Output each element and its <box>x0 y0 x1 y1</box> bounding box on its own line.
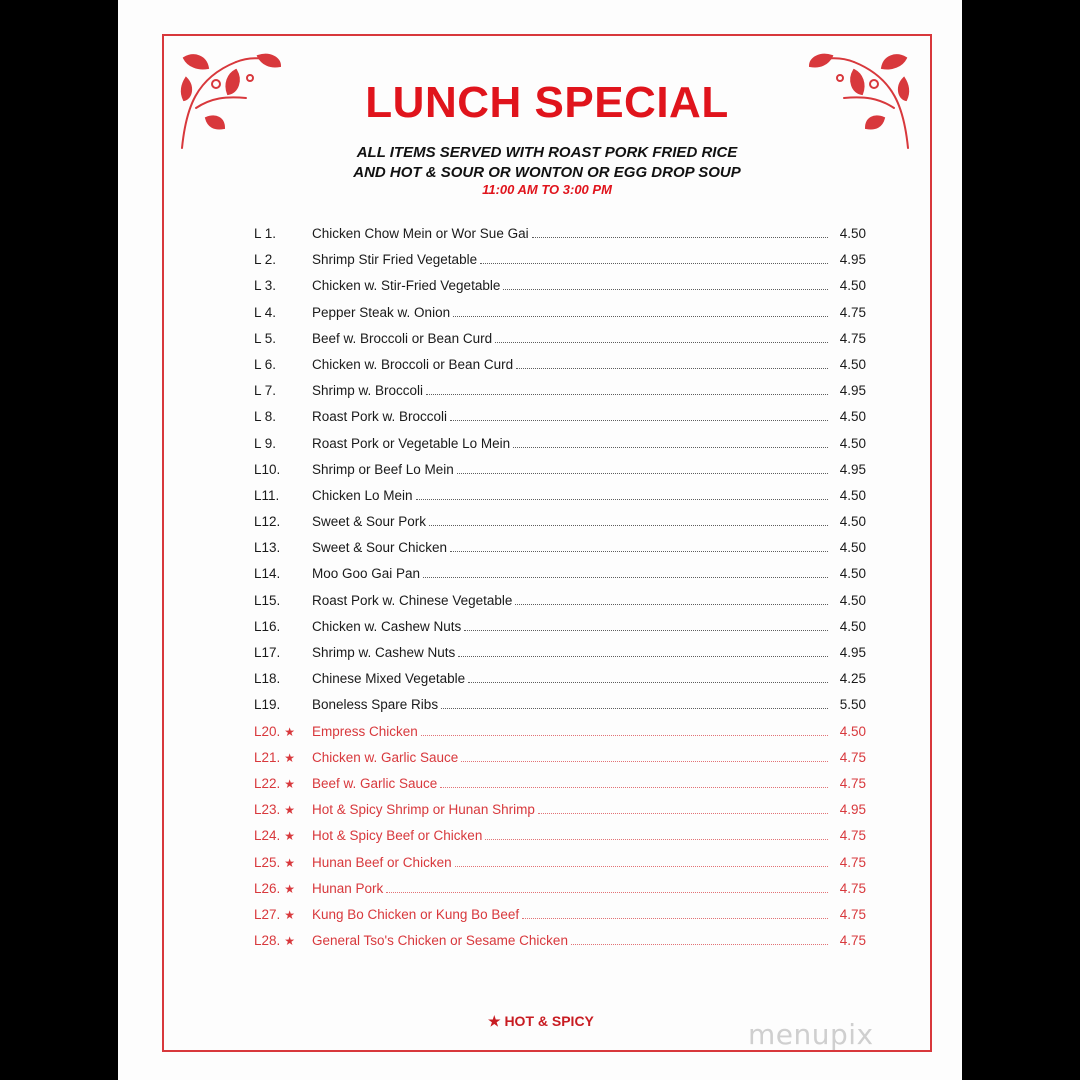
spicy-star-icon: ★ <box>284 855 296 870</box>
item-name: Chinese Mixed Vegetable <box>312 671 466 687</box>
dot-leader <box>440 787 828 788</box>
item-name: Chicken w. Stir-Fried Vegetable <box>312 278 501 294</box>
subtitle-line-1: ALL ITEMS SERVED WITH ROAST PORK FRIED RICE <box>356 144 738 161</box>
item-price: 4.75 <box>839 330 866 346</box>
spicy-star-icon: ★ <box>284 907 296 922</box>
item-name: Shrimp w. Cashew Nuts <box>312 645 456 660</box>
menu-item-row <box>254 409 866 435</box>
item-name: General Tso's Chicken or Sesame Chicken <box>312 933 568 949</box>
item-price: 4.25 <box>839 671 866 687</box>
item-name: Roast Pork or Vegetable Lo Mein <box>312 435 511 451</box>
item-code-text: L24. <box>254 828 281 844</box>
item-price: 4.95 <box>839 645 866 660</box>
item-code <box>254 828 312 843</box>
dot-leader <box>515 604 828 605</box>
spicy-star-icon: ★ <box>284 750 296 765</box>
dot-leader <box>571 944 828 945</box>
menu-item-row <box>254 357 866 383</box>
item-code-text: L27. <box>254 906 281 922</box>
menu-item-row <box>254 462 866 488</box>
serving-hours: 11:00 AM TO 3:00 PM <box>482 182 612 197</box>
item-code <box>254 724 312 739</box>
item-code-text: L 1. <box>254 226 277 241</box>
item-price: 4.95 <box>839 383 866 399</box>
item-price: 4.50 <box>839 540 866 556</box>
item-code-text: L19. <box>254 697 281 713</box>
item-name: Hot & Spicy Beef or Chicken <box>312 828 483 844</box>
item-name: Empress Chicken <box>312 723 418 739</box>
item-code-text: L22. <box>254 775 281 791</box>
menu-item-row <box>254 750 866 776</box>
item-name: Chicken w. Garlic Sauce <box>312 749 459 765</box>
menu-item-row <box>254 619 866 645</box>
item-code-text: L17. <box>254 645 281 660</box>
item-code <box>254 619 312 634</box>
item-code <box>254 697 312 712</box>
item-name: Kung Bo Chicken or Kung Bo Beef <box>312 906 520 922</box>
item-price: 4.50 <box>839 566 866 582</box>
watermark-logo: menupix <box>748 1018 874 1051</box>
item-code <box>254 776 312 791</box>
item-code <box>254 278 312 293</box>
item-price: 4.50 <box>839 592 866 608</box>
item-code-text: L11. <box>254 487 280 503</box>
item-code <box>254 305 312 320</box>
item-code-text: L23. <box>254 802 281 818</box>
item-price: 4.75 <box>839 906 866 922</box>
item-code <box>254 462 312 477</box>
dot-leader <box>468 682 828 683</box>
dot-leader <box>461 761 828 762</box>
item-code <box>254 645 312 660</box>
item-code-text: L 8. <box>254 409 277 425</box>
dot-leader <box>464 630 828 631</box>
item-name: Pepper Steak w. Onion <box>312 304 451 320</box>
item-code <box>254 252 312 267</box>
item-name: Chicken Chow Mein or Wor Sue Gai <box>312 226 529 241</box>
item-price: 4.75 <box>839 854 866 870</box>
menu-title: LUNCH SPECIAL <box>365 78 729 127</box>
item-code-text: L 6. <box>254 356 277 372</box>
item-code <box>254 855 312 870</box>
dot-leader <box>532 237 828 238</box>
item-code-text: L16. <box>254 618 281 634</box>
item-price: 5.50 <box>839 697 866 713</box>
menu-item-row <box>254 855 866 881</box>
spicy-star-icon: ★ <box>284 881 296 896</box>
item-code <box>254 331 312 346</box>
item-name: Roast Pork w. Broccoli <box>312 409 448 425</box>
item-code <box>254 907 312 922</box>
dot-leader <box>480 263 828 264</box>
item-price: 4.75 <box>839 880 866 896</box>
menu-item-row <box>254 226 866 252</box>
dot-leader <box>453 316 828 317</box>
menu-item-row <box>254 436 866 462</box>
spicy-star-icon: ★ <box>284 803 296 818</box>
item-name: Sweet & Sour Chicken <box>312 540 448 556</box>
dot-leader <box>429 525 828 526</box>
subtitle-line-2: AND HOT & SOUR OR WONTON OR EGG DROP SOUP <box>353 164 741 181</box>
item-code-text: L 2. <box>254 252 277 268</box>
item-name: Shrimp w. Broccoli <box>312 383 424 399</box>
menu-item-row <box>254 488 866 514</box>
dot-leader <box>458 656 828 657</box>
spicy-star-icon: ★ <box>284 724 296 739</box>
item-code-text: L 3. <box>254 278 277 294</box>
item-name: Sweet & Sour Pork <box>312 514 427 530</box>
item-code-text: L15. <box>254 592 281 608</box>
item-price: 4.75 <box>839 304 866 320</box>
item-code <box>254 671 312 686</box>
item-price: 4.50 <box>839 435 866 451</box>
item-price: 4.50 <box>839 409 866 425</box>
item-code <box>254 409 312 424</box>
dot-leader <box>457 473 828 474</box>
item-name: Hunan Beef or Chicken <box>312 854 452 870</box>
menu-item-row <box>254 566 866 592</box>
item-code <box>254 593 312 608</box>
menu-item-row <box>254 331 866 357</box>
spicy-star-icon: ★ <box>284 776 296 791</box>
menu-item-row <box>254 881 866 907</box>
menu-item-row <box>254 383 866 409</box>
dot-leader <box>538 813 828 814</box>
item-price: 4.50 <box>839 226 866 241</box>
item-price: 4.75 <box>839 933 866 949</box>
menu-item-row <box>254 540 866 566</box>
item-code <box>254 383 312 398</box>
item-code <box>254 514 312 529</box>
item-code <box>254 357 312 372</box>
item-name: Chicken w. Cashew Nuts <box>312 618 462 634</box>
menu-item-row <box>254 645 866 671</box>
item-code-text: L 7. <box>254 383 277 399</box>
item-price: 4.95 <box>839 802 866 818</box>
item-code-text: L25. <box>254 854 281 870</box>
item-code <box>254 540 312 555</box>
item-code <box>254 488 312 503</box>
menu-item-row <box>254 776 866 802</box>
hot-spicy-legend: ★ HOT & SPICY <box>488 1013 594 1029</box>
item-price: 4.50 <box>839 278 866 294</box>
item-name: Beef w. Broccoli or Bean Curd <box>312 330 493 346</box>
menu-item-row <box>254 907 866 933</box>
item-code-text: L 5. <box>254 330 277 346</box>
item-code-text: L18. <box>254 671 281 687</box>
dot-leader <box>455 866 828 867</box>
dot-leader <box>386 892 828 893</box>
item-code-text: L 4. <box>254 304 277 320</box>
dot-leader <box>416 499 828 500</box>
item-name: Beef w. Garlic Sauce <box>312 775 438 791</box>
item-price: 4.75 <box>839 749 866 765</box>
item-code-text: L10. <box>254 461 281 477</box>
menu-item-row <box>254 671 866 697</box>
item-price: 4.50 <box>839 618 866 634</box>
item-code-text: L 9. <box>254 435 277 451</box>
item-price: 4.75 <box>839 828 866 844</box>
item-price: 4.95 <box>839 252 866 268</box>
dot-leader <box>426 394 828 395</box>
item-code-text: L28. <box>254 933 281 949</box>
item-price: 4.50 <box>839 514 866 530</box>
item-code <box>254 436 312 451</box>
item-name: Shrimp Stir Fried Vegetable <box>312 252 478 268</box>
item-code-text: L12. <box>254 514 281 530</box>
item-code <box>254 881 312 896</box>
dot-leader <box>450 420 828 421</box>
item-code <box>254 566 312 581</box>
menu-item-list <box>254 226 866 959</box>
spicy-star-icon: ★ <box>284 934 296 949</box>
dot-leader <box>495 342 828 343</box>
menu-item-row <box>254 252 866 278</box>
menu-item-row <box>254 514 866 540</box>
menu-item-row <box>254 828 866 854</box>
menu-item-row <box>254 697 866 723</box>
dot-leader <box>503 289 828 290</box>
item-name: Hunan Pork <box>312 880 384 896</box>
dot-leader <box>441 708 828 709</box>
dot-leader <box>522 918 828 919</box>
menu-item-row <box>254 802 866 828</box>
spicy-star-icon: ★ <box>284 829 296 844</box>
item-code <box>254 750 312 765</box>
dot-leader <box>516 368 828 369</box>
item-name: Chicken w. Broccoli or Bean Curd <box>312 356 514 372</box>
item-code-text: L21. <box>254 749 281 765</box>
item-price: 4.50 <box>839 487 866 503</box>
menu-item-row <box>254 278 866 304</box>
item-code-text: L26. <box>254 880 281 896</box>
dot-leader <box>450 551 828 552</box>
item-name: Chicken Lo Mein <box>312 487 413 503</box>
item-code-text: L14. <box>254 566 281 582</box>
menu-item-row <box>254 933 866 959</box>
item-price: 4.50 <box>839 356 866 372</box>
dot-leader <box>485 839 828 840</box>
menu-item-row <box>254 305 866 331</box>
item-price: 4.95 <box>839 461 866 477</box>
item-code <box>254 933 312 948</box>
item-price: 4.75 <box>839 775 866 791</box>
dot-leader <box>423 577 828 578</box>
item-code <box>254 802 312 817</box>
item-code-text: L20. <box>254 723 281 739</box>
item-name: Roast Pork w. Chinese Vegetable <box>312 592 513 608</box>
menu-item-row <box>254 593 866 619</box>
dot-leader <box>513 447 828 448</box>
item-name: Boneless Spare Ribs <box>312 697 439 713</box>
item-code-text: L13. <box>254 540 281 556</box>
item-name: Shrimp or Beef Lo Mein <box>312 461 454 477</box>
item-price: 4.50 <box>839 723 866 739</box>
item-name: Moo Goo Gai Pan <box>312 566 421 582</box>
item-code <box>254 226 312 241</box>
menu-item-row <box>254 724 866 750</box>
dot-leader <box>421 735 828 736</box>
item-name: Hot & Spicy Shrimp or Hunan Shrimp <box>312 802 535 818</box>
